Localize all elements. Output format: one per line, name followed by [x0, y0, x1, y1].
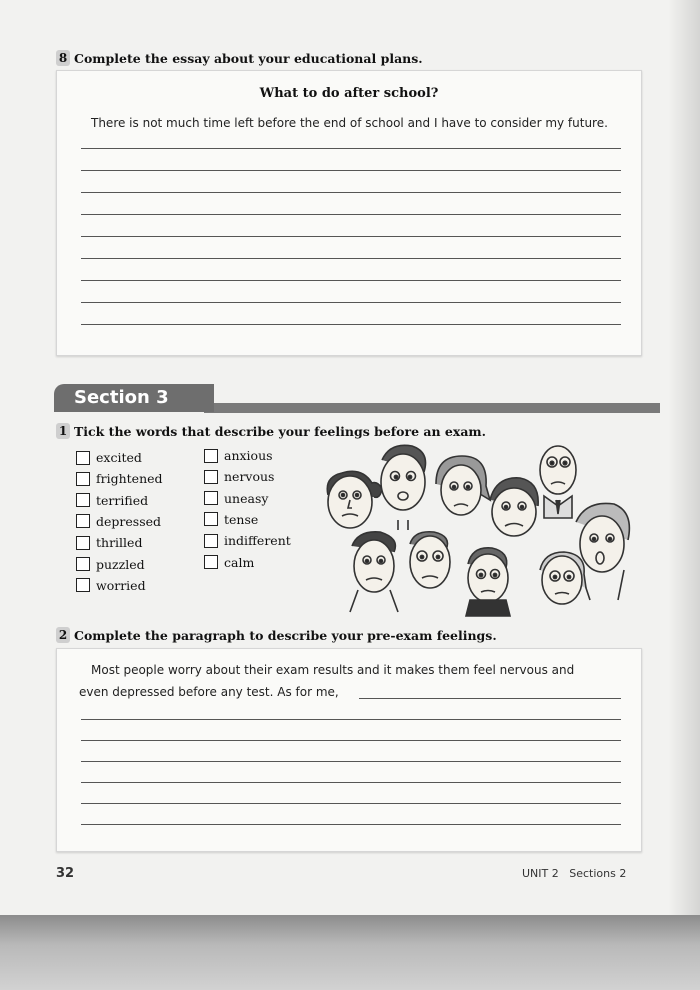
task-instruction: Tick the words that describe your feelings before an exam. [74, 423, 487, 439]
task-number: 8 [56, 50, 70, 66]
feeling-checkbox[interactable] [76, 578, 90, 592]
essay-title: What to do after school? [259, 86, 439, 101]
writing-line[interactable] [81, 803, 621, 804]
face-illustration [350, 532, 398, 612]
feeling-label: tense [224, 511, 259, 527]
writing-line[interactable] [81, 214, 621, 215]
task-2-heading [56, 627, 497, 643]
feeling-label: excited [96, 450, 142, 465]
task-number: 2 [56, 627, 70, 643]
task-1-heading [56, 423, 486, 439]
scan-background-shadow [0, 915, 700, 990]
feeling-option-puzzled[interactable] [76, 557, 145, 572]
writing-line[interactable] [81, 192, 621, 193]
unit-label: UNIT 2 [522, 867, 559, 880]
writing-line[interactable] [81, 170, 621, 171]
feeling-label: uneasy [224, 490, 269, 506]
worried-faces-illustration [318, 440, 638, 620]
feeling-label: worried [96, 577, 146, 593]
feeling-option-tense[interactable] [204, 512, 258, 527]
paragraph-line-2: even depressed before any test. As for me, [79, 685, 339, 699]
face-illustration [490, 478, 538, 536]
section-title: Section 3 [74, 387, 169, 408]
feeling-option-thrilled[interactable] [76, 535, 142, 550]
writing-line[interactable] [81, 824, 621, 825]
task-number: 1 [56, 423, 70, 439]
feeling-label: frightened [96, 471, 163, 487]
feeling-checkbox[interactable] [204, 534, 218, 548]
writing-line[interactable] [81, 302, 621, 303]
feeling-checkbox[interactable] [76, 451, 90, 465]
feeling-option-depressed[interactable] [76, 514, 161, 529]
feeling-option-nervous[interactable] [204, 469, 274, 484]
task-instruction: Complete the paragraph to describe your pre-exam feelings. [74, 627, 497, 643]
feeling-option-indifferent[interactable] [204, 533, 291, 548]
feeling-checkbox[interactable] [204, 449, 218, 463]
feeling-checkbox[interactable] [76, 493, 90, 507]
writing-line[interactable] [81, 324, 621, 325]
face-illustration [540, 552, 586, 604]
essay-box [56, 70, 642, 356]
paragraph-line-1: Most people worry about their exam results and it makes them feel nervous and [91, 663, 575, 677]
feeling-label: terrified [96, 492, 149, 508]
feeling-option-worried[interactable] [76, 578, 146, 593]
essay-start-text: There is not much time left before the end of school and I have to consider my future. [91, 116, 608, 130]
feeling-label: depressed [96, 513, 162, 529]
writing-line[interactable] [359, 698, 621, 699]
feeling-checkbox[interactable] [76, 514, 90, 528]
feeling-checkbox[interactable] [204, 470, 218, 484]
feeling-label: nervous [224, 469, 275, 485]
feeling-label: calm [224, 554, 255, 570]
feeling-option-terrified[interactable] [76, 493, 148, 508]
feeling-option-frightened[interactable] [76, 471, 163, 486]
writing-line[interactable] [81, 236, 621, 237]
face-illustration [410, 532, 450, 588]
feeling-checkbox[interactable] [204, 512, 218, 526]
feeling-option-excited[interactable] [76, 450, 142, 465]
page-number: 32 [56, 866, 75, 881]
face-illustration [436, 456, 490, 515]
feeling-label: anxious [224, 448, 273, 463]
face-illustration [381, 445, 426, 530]
feeling-option-calm[interactable] [204, 555, 254, 570]
feeling-checkbox[interactable] [76, 536, 90, 550]
task-instruction: Complete the essay about your educational plans. [74, 50, 423, 66]
task-8-heading [56, 50, 423, 66]
writing-line[interactable] [81, 740, 621, 741]
face-illustration [327, 471, 382, 528]
writing-line[interactable] [81, 719, 621, 720]
writing-line[interactable] [81, 258, 621, 259]
page-edge-shadow [668, 0, 700, 915]
feeling-checkbox[interactable] [204, 491, 218, 505]
feeling-checkbox[interactable] [76, 472, 90, 486]
face-illustration [540, 446, 576, 518]
writing-line[interactable] [81, 148, 621, 149]
writing-line[interactable] [81, 280, 621, 281]
writing-line[interactable] [81, 761, 621, 762]
section-strip [204, 403, 660, 413]
feeling-checkbox[interactable] [204, 555, 218, 569]
writing-line[interactable] [81, 782, 621, 783]
feeling-label: indifferent [224, 533, 291, 549]
section-header [54, 384, 660, 416]
feeling-label: puzzled [96, 556, 145, 572]
sections-label: Sections 2 [569, 867, 627, 880]
page-footer-unit [522, 867, 626, 880]
feeling-checkbox[interactable] [76, 557, 90, 571]
feeling-option-anxious[interactable] [204, 448, 273, 463]
paragraph-box [56, 648, 642, 852]
face-illustration [466, 548, 510, 616]
feeling-option-uneasy[interactable] [204, 491, 268, 506]
feeling-label: thrilled [96, 535, 143, 551]
